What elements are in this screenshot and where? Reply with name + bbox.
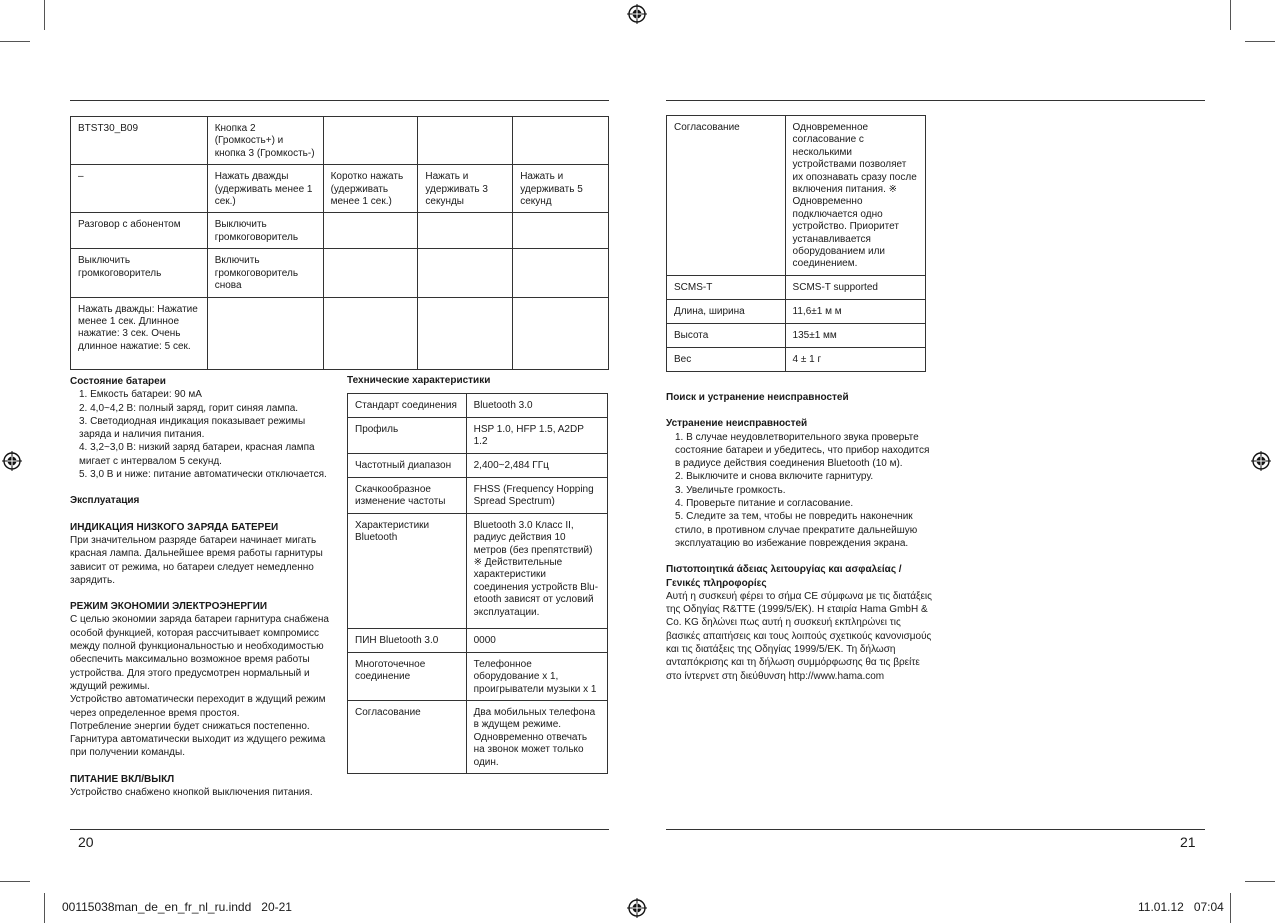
header-rule-right bbox=[666, 100, 1205, 101]
registration-mark-icon bbox=[1251, 451, 1271, 471]
crop-mark bbox=[1245, 41, 1275, 42]
fixing-heading: Устранение неисправностей bbox=[666, 418, 808, 430]
power-saving-text: Гарнитура автоматически выходит из ждущего режима при получении команды. bbox=[70, 734, 326, 759]
battery-heading: Состояние батареи bbox=[70, 376, 166, 387]
table-cell: Bluetooth 3.0 Класс II, радиус действия 10 метров (без препятствий) ※ Действительные характеристики соединения устройств Blu-etooth зависят от условий эксплуатации. bbox=[466, 513, 607, 628]
power-saving-text: Устройство автоматически переходит в ждущий режим через определенное время простоя. bbox=[70, 694, 326, 719]
table-cell: Телефонное оборудование х 1, проигрыватели музыки х 1 bbox=[466, 652, 607, 700]
table-cell: Разговор с абонентом bbox=[71, 213, 208, 249]
list-item: 1. Емкость батареи: 90 мА bbox=[79, 389, 202, 401]
table-cell: Нажать и удерживать 5 секунд bbox=[513, 165, 609, 213]
greek-heading: Πιστοποιητικά άδειας λειτουργίας και ασφαλείας / Γενικές πληροφορίες bbox=[666, 564, 902, 589]
table-cell bbox=[323, 117, 418, 165]
list-item: 3. Увеличьте громкость. bbox=[675, 484, 786, 496]
table-cell: Профиль bbox=[348, 418, 467, 454]
table-cell: Нажать дважды (удерживать менее 1 сек.) bbox=[207, 165, 323, 213]
list-item: 2. 4,0~4,2 В: полный заряд, горит синяя лампа. bbox=[79, 402, 299, 414]
header-rule-left bbox=[70, 100, 609, 101]
crop-mark bbox=[1230, 0, 1231, 30]
crop-mark bbox=[0, 881, 30, 882]
registration-mark-icon bbox=[627, 4, 647, 24]
list-item: 1. В случае неудовлетворительного звука проверьте состояние батареи и убедитесь, что прибор находится в радиусе действия соединения Bluetooth (10 м). bbox=[675, 431, 930, 470]
table-cell: Коротко нажать (удерживать менее 1 сек.) bbox=[323, 165, 418, 213]
table-cell bbox=[418, 213, 513, 249]
table-cell bbox=[207, 297, 323, 369]
table-cell bbox=[323, 297, 418, 369]
battery-list bbox=[70, 388, 335, 481]
table-cell: Выключить громкоговоритель bbox=[71, 249, 208, 297]
power-onoff-text: Устройство снабжено кнопкой выключения питания. bbox=[70, 787, 313, 799]
crop-mark bbox=[1230, 893, 1231, 923]
table-cell bbox=[513, 213, 609, 249]
table-cell: Вес bbox=[667, 347, 786, 371]
table-cell: Нажать и удерживать 3 секунды bbox=[418, 165, 513, 213]
table-cell: Два мобильных телефона в ждущем режиме. Одновременно отвечать на звонок может только один. bbox=[466, 701, 607, 774]
low-battery-heading: ИНДИКАЦИЯ НИЗКОГО ЗАРЯДА БАТЕРЕИ bbox=[70, 521, 279, 533]
troubleshooting-heading: Поиск и устранение неисправностей bbox=[666, 392, 849, 403]
table-cell: Bluetooth 3.0 bbox=[466, 394, 607, 418]
table-cell: Согласование bbox=[348, 701, 467, 774]
table-cell: Длина, ширина bbox=[667, 299, 786, 323]
crop-mark bbox=[1245, 881, 1275, 882]
low-battery-text: При значительном разряде батареи начинает мигать красная лампа. Дальнейшее время работы гарнитуры зависит от режима, но батареи следует немедленно зарядить. bbox=[70, 534, 323, 586]
file-slug: 00115038man_de_en_fr_nl_ru.indd 20-21 bbox=[62, 900, 292, 914]
table-cell bbox=[513, 297, 609, 369]
list-item: 4. 3,2~3,0 В: низкий заряд батареи, красная лампа мигает с интервалом 5 секунд. bbox=[79, 442, 315, 467]
right-text-column bbox=[666, 391, 936, 683]
table-cell bbox=[323, 249, 418, 297]
registration-mark-icon bbox=[627, 898, 647, 918]
table-cell: 135±1 мм bbox=[785, 323, 925, 347]
table-cell: 0000 bbox=[466, 628, 607, 652]
table-cell: FHSS (Frequency Hopping Spread Spectrum) bbox=[466, 477, 607, 513]
table-cell: Кнопка 2 (Громкость+) и кнопка 3 (Громкость-) bbox=[207, 117, 323, 165]
table-cell: ПИН Bluetooth 3.0 bbox=[348, 628, 467, 652]
table-cell: – bbox=[71, 165, 208, 213]
list-item: 4. Проверьте питание и согласование. bbox=[675, 498, 854, 510]
controls-table bbox=[70, 116, 609, 370]
list-item: 3. Светодиодная индикация показывает режимы заряда и наличия питания. bbox=[79, 415, 306, 441]
greek-text: Αυτή η συσκευή φέρει το σήμα CE σύμφωνα με τις διατάξεις της Οδηγίας R&TTE (1999/5/EK). Η εταιρία Hama GmbH & Co. KG δηλώνει πως αυτή η συσκευή εκπληρώνει τις βασικές απαιτήσεις και τους λοιπούς σχετικούς κανονισμούς και τις διατάξεις της Οδηγίας 1999/5/EK. Τη δήλωση ανταπόκρισης και τη δήλωση συμμόρφωσης θα τις βρείτε στο ίντερνετ στη διεύθυνση http://www.hama.com bbox=[666, 590, 932, 682]
table-cell bbox=[513, 249, 609, 297]
table-cell bbox=[323, 213, 418, 249]
registration-mark-icon bbox=[2, 451, 22, 471]
table-cell: Скачкообразное изменение частоты bbox=[348, 477, 467, 513]
table-cell: Согласование bbox=[667, 116, 786, 276]
crop-mark bbox=[44, 0, 45, 30]
footer-rule-left bbox=[70, 829, 609, 830]
page-number-right: 21 bbox=[1180, 834, 1196, 850]
page-number-left: 20 bbox=[78, 834, 94, 850]
table-cell: 4 ± 1 г bbox=[785, 347, 925, 371]
specs-heading: Технические характеристики bbox=[347, 375, 491, 386]
table-cell: Многоточечное соединение bbox=[348, 652, 467, 700]
table-cell: Высота bbox=[667, 323, 786, 347]
table-cell: Выключить громкоговоритель bbox=[207, 213, 323, 249]
operation-heading: Эксплуатация bbox=[70, 495, 140, 507]
power-saving-text: С целью экономии заряда батареи гарнитура снабжена особой функцией, которая рассчитывает компромисс между полной функциональностью и необходимостью обеспечить максимально возможное время работы устройства. Для этого предусмотрен нормальный и ждущий режимы. bbox=[70, 614, 329, 692]
list-item: 5. 3,0 В и ниже: питание автоматически отключается. bbox=[79, 469, 327, 481]
crop-mark bbox=[0, 41, 30, 42]
table-cell: Стандарт соединения bbox=[348, 394, 467, 418]
fixing-list bbox=[666, 431, 936, 551]
table-cell: BTST30_B09 bbox=[71, 117, 208, 165]
power-saving-heading: РЕЖИМ ЭКОНОМИИ ЭЛЕКТРОЭНЕРГИИ bbox=[70, 601, 268, 613]
table-cell: Одновременное согласование с несколькими устройствами позволяет их опознавать сразу после включения питания. ※ Одновременно подключается одно устройство. Приоритет устанавливается оборудованием или соединением. bbox=[785, 116, 925, 276]
table-cell: SCMS-T supported bbox=[785, 275, 925, 299]
crop-mark bbox=[44, 893, 45, 923]
power-onoff-heading: ПИТАНИЕ ВКЛ/ВЫКЛ bbox=[70, 773, 175, 785]
date-slug: 11.01.12 07:04 bbox=[1138, 900, 1224, 914]
table-cell: Частотный диапазон bbox=[348, 453, 467, 477]
specs-table bbox=[347, 393, 608, 774]
table-cell bbox=[513, 117, 609, 165]
table-cell: Включить громкоговоритель снова bbox=[207, 249, 323, 297]
table-cell: 2,400~2,484 ГГц bbox=[466, 453, 607, 477]
left-text-column bbox=[70, 375, 335, 799]
list-item: 2. Выключите и снова включите гарнитуру. bbox=[675, 471, 874, 483]
table-cell: Характеристики Bluetooth bbox=[348, 513, 467, 628]
table-cell: 11,6±1 м м bbox=[785, 299, 925, 323]
specs-table-continued bbox=[666, 115, 926, 372]
table-cell bbox=[418, 249, 513, 297]
table-cell bbox=[418, 297, 513, 369]
power-saving-text: Потребление энергии будет снижаться постепенно. bbox=[70, 720, 310, 732]
footer-rule-right bbox=[666, 829, 1205, 830]
table-cell bbox=[418, 117, 513, 165]
list-item: 5. Следите за тем, чтобы не повредить наконечник стило, в противном случае прекратите дальнейшую эксплуатацию во избежание повреждения экрана. bbox=[675, 511, 918, 549]
table-cell: SCMS-T bbox=[667, 275, 786, 299]
table-cell: HSP 1.0, HFP 1.5, A2DP 1.2 bbox=[466, 418, 607, 454]
table-cell: Нажать дважды: Нажатие менее 1 сек. Длинное нажатие: 3 сек. Очень длинное нажатие: 5 сек. bbox=[71, 297, 208, 369]
